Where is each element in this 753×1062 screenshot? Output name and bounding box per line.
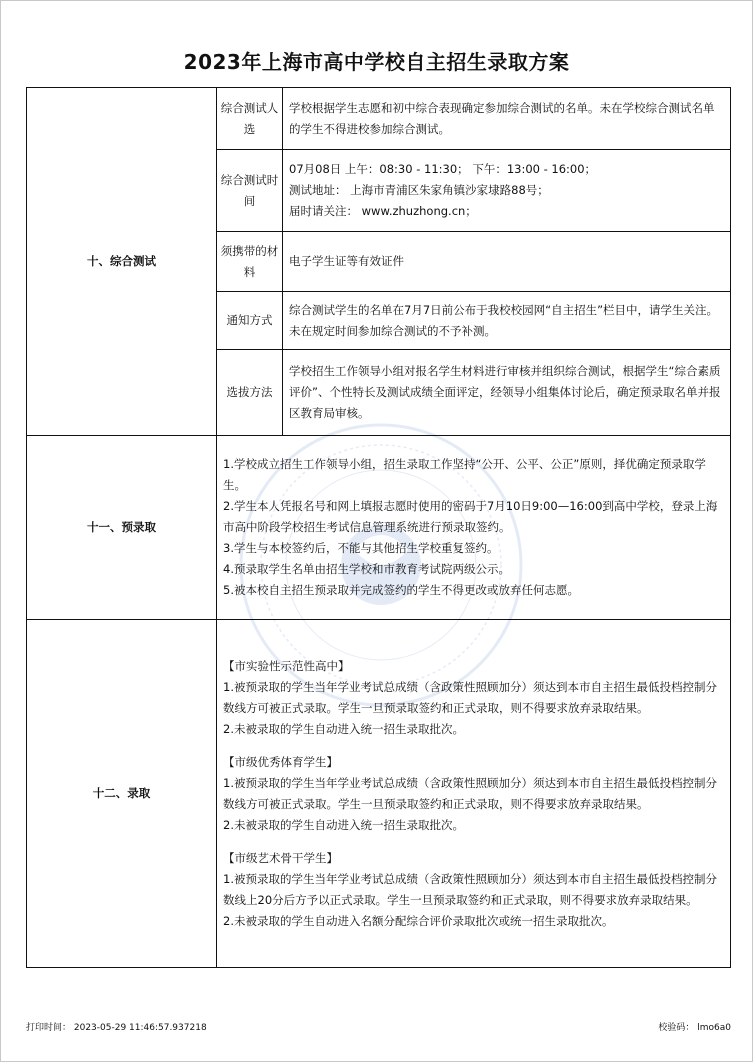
sub-label-candidates: 综合测试人选	[217, 88, 283, 150]
sub-label-materials: 须携带的材料	[217, 232, 283, 292]
content-materials: 电子学生证等有效证件	[283, 232, 731, 292]
content-notice-method: 综合测试学生的名单在7月7日前公布于我校校园网“自主招生”栏目中，请学生关注。未在规定时间参加综合测试的不予补测。	[283, 292, 731, 350]
sub-label-selection-method: 选拔方法	[217, 350, 283, 436]
section-label-admission: 十二、录取	[27, 620, 217, 968]
page-title: 2023年上海市高中学校自主招生录取方案	[183, 50, 570, 74]
content-test-time: 07月08日 上午：08:30 - 11:30； 下午：13:00 - 16:00； 测试地址： 上海市青浦区朱家角镇沙家埭路88号； 届时请关注： www.zhuzhong.cn；	[283, 150, 731, 232]
group-heading: 【市级优秀体育学生】	[223, 754, 338, 769]
verify-code: 校验码： lmo6a0	[658, 1023, 731, 1033]
content-admission: 【市实验性示范性高中】 1.被预录取的学生当年学业考试总成绩（含政策性照顾加分）须达到本市自主招生最低投档控制分数线方可被正式录取。学生一旦预录取签约和正式录取，则不得要求放弃录取结果。 2.未被录取的学生自动进入统一招生录取批次。 【市级优秀体育学生】 1.被预录取的学生当年学业考试总成绩（含政策性照顾加分）须达到本市自主招生最低投档控制分数线方可被正式录取。学生一旦预录取签约和正式录取，则不得要求放弃录取结果。 2.未被录取的学生自动进入统一招生录取批次。 【市级艺术骨干学生】 1.被预录取的学生当年学业考试总成绩（含政策性照顾加分）须达到本市自主招生最低投档控制分数线上20分后方予以正式录取。学生一旦预录取签约和正式录取，则不得要求放弃录取结果。 2.未被录取的学生自动进入名额分配综合评价录取批次或统一招生录取批次。	[217, 620, 731, 968]
admission-plan-table	[26, 87, 731, 968]
section-label-pre-admission: 十一、预录取	[27, 436, 217, 620]
table-row	[27, 88, 731, 150]
content-selection-method: 学校招生工作领导小组对报名学生材料进行审核并组织综合测试，根据学生“综合素质评价”、个性特长及测试成绩全面评定，经领导小组集体讨论后，确定预录取名单并报区教育局审核。	[283, 350, 731, 436]
group-heading: 【市级艺术骨干学生】	[223, 850, 338, 865]
table-row	[27, 620, 731, 968]
print-time: 打印时间： 2023-05-29 11:46:57.937218	[26, 1023, 207, 1033]
group-heading: 【市实验性示范性高中】	[223, 658, 350, 673]
table-row	[27, 436, 731, 620]
sub-label-notice-method: 通知方式	[217, 292, 283, 350]
content-candidates: 学校根据学生志愿和初中综合表现确定参加综合测试的名单。未在学校综合测试名单的学生不得进校参加综合测试。	[283, 88, 731, 150]
sub-label-test-time: 综合测试时间	[217, 150, 283, 232]
section-label-comprehensive-test: 十、综合测试	[27, 88, 217, 436]
content-pre-admission: 1.学校成立招生工作领导小组，招生录取工作坚持“公开、公平、公正”原则，择优确定预录取学生。 2.学生本人凭报名号和网上填报志愿时使用的密码于7月10日9:00—16:00到高中学校，登录上海市高中阶段学校招生考试信息管理系统进行预录取签约。 3.学生与本校签约后，不能与其他招生学校重复签约。 4.预录取学生名单由招生学校和市教育考试院两级公示。 5.被本校自主招生预录取并完成签约的学生不得更改或放弃任何志愿。	[217, 436, 731, 620]
